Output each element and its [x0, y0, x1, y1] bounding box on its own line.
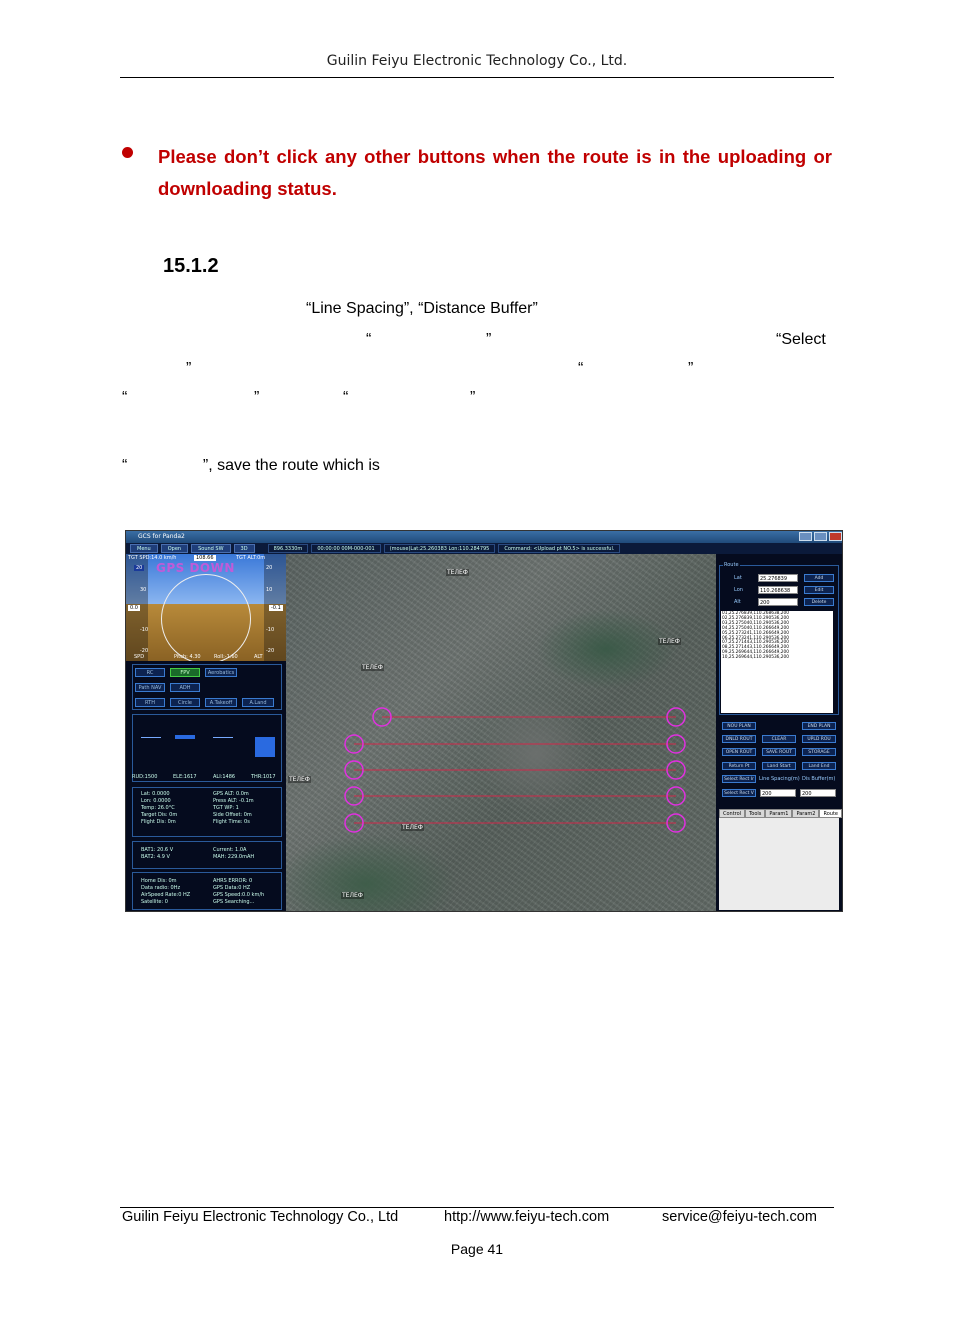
line-spacing-input[interactable]: 200	[760, 789, 796, 797]
quote-mark: “	[343, 389, 349, 406]
telemetry-block-1	[132, 787, 282, 837]
list-item[interactable]: 02,25.276839,110.290536,200	[722, 615, 789, 621]
bat1-readout: BAT1: 20.6 V	[141, 847, 174, 853]
target-dis-readout: Target Dis: 0m	[141, 812, 178, 818]
tab-control[interactable]: Control	[719, 809, 745, 818]
tab-param1[interactable]: Param1	[765, 809, 792, 818]
aileron-bar	[213, 737, 233, 738]
speed-tick: -20	[140, 648, 149, 654]
body-select-text: “Select	[776, 331, 826, 348]
heading-box: 108.66	[196, 555, 214, 561]
mode-aerobatics-button[interactable]: Aerobatics	[205, 668, 237, 677]
mode-fpv-button[interactable]: FPV	[170, 668, 200, 677]
add-waypoint-button[interactable]: Add	[804, 574, 834, 582]
lat-input[interactable]: 25.276839	[758, 574, 798, 582]
bat2-readout: BAT2: 4.9 V	[141, 854, 170, 860]
gps-searching-readout: GPS Searching...	[213, 899, 255, 905]
page-number: Page 41	[450, 1241, 504, 1257]
command-status: Command: <Upload pt NO.5> is successful.	[498, 544, 620, 553]
current-readout: Current: 1.0A	[213, 847, 247, 853]
map-label: ТЕЛЕФ	[362, 664, 383, 671]
flight-time-readout: Flight Time: 0s	[213, 819, 250, 825]
mah-readout: MAH: 229.0mAH	[213, 854, 255, 860]
alt-tick: -10	[266, 627, 275, 633]
maximize-icon[interactable]	[814, 532, 827, 541]
lon-label: Lon	[734, 587, 743, 593]
quote-mark: ”	[470, 389, 476, 406]
throttle-bar	[255, 737, 275, 757]
data-radio-readout: Data radio: 0Hz	[141, 885, 181, 891]
satellite-map[interactable]	[286, 554, 716, 912]
bullet-icon	[122, 147, 133, 158]
list-item[interactable]: 10,25.269644,110.290536,200	[722, 655, 789, 661]
throttle-value: THR:1017	[251, 774, 276, 780]
new-plan-button[interactable]: NOU PLAN	[722, 722, 756, 730]
map-label: ТЕЛЕФ	[342, 892, 363, 899]
land-start-button[interactable]: Land Start	[762, 762, 796, 770]
waypoint-list[interactable]	[721, 611, 833, 713]
tab-param2[interactable]: Param2	[792, 809, 819, 818]
home-dis-readout: Home Dis: 0m	[141, 878, 177, 884]
route-group	[719, 562, 839, 715]
map-label: ТЕЛЕФ	[402, 824, 423, 831]
gcs-menubar	[126, 543, 843, 554]
lon-input[interactable]: 110.268638	[758, 586, 798, 594]
line-spacing-label: Line Spacing(m)	[759, 776, 800, 782]
mode-adh-button[interactable]: ADH	[170, 683, 200, 692]
close-icon[interactable]	[829, 532, 842, 541]
mode-rc-button[interactable]: RC	[135, 668, 165, 677]
select-rect-h-button[interactable]: Select Rect Ir	[722, 775, 756, 783]
page-header: Guilin Feiyu Electronic Technology Co., Ltd.	[326, 53, 628, 69]
alt-tick: -20	[266, 648, 275, 654]
minimize-icon[interactable]	[799, 532, 812, 541]
battery-block	[132, 841, 282, 869]
list-item[interactable]: 07,25.271443,110.290536,200	[722, 640, 789, 646]
open-button[interactable]: Open	[161, 544, 188, 553]
temp-readout: Temp: 26.0°C	[141, 805, 175, 811]
target-speed: TGT SPD:14.0 km/h	[128, 555, 177, 561]
alt-label: Alt	[734, 599, 741, 605]
lat-readout: Lat: 0.0000	[141, 791, 170, 797]
distance-status: 896.3330m	[268, 544, 309, 553]
rudder-bar	[141, 737, 161, 738]
mode-rth-button[interactable]: RTH	[135, 698, 165, 707]
footer-email[interactable]: service@feiyu-tech.com	[662, 1209, 817, 1225]
menu-button[interactable]: Menu	[130, 544, 158, 553]
gcs-titlebar	[126, 531, 843, 543]
speed-tick: -10	[140, 627, 149, 633]
footer-company: Guilin Feiyu Electronic Technology Co., Ltd	[122, 1209, 399, 1225]
return-point-button[interactable]: Return Pt	[722, 762, 756, 770]
gcs-title: GCS for Panda2	[138, 533, 185, 540]
speed-tick: 30	[140, 587, 147, 593]
quote-mark: ”	[486, 331, 492, 348]
list-item[interactable]: 06,25.273241,110.290536,200	[722, 635, 789, 641]
sound-switch-button[interactable]: Sound SW	[191, 544, 230, 553]
compass-dial	[161, 574, 251, 661]
mode-auto-takeoff-button[interactable]: A.Takeoff	[205, 698, 237, 707]
edit-waypoint-button[interactable]: Edit	[804, 586, 834, 594]
delete-waypoint-button[interactable]: Delete	[804, 598, 834, 606]
stick-gauges	[132, 714, 282, 782]
side-offset-readout: Side Offset: 0m	[213, 812, 252, 818]
tab-route[interactable]: Route	[819, 809, 842, 818]
aileron-value: ALI:1486	[213, 774, 236, 780]
body-line-1: “Line Spacing”, “Distance Buffer”	[306, 300, 538, 317]
rudder-value: RUD:1500	[132, 774, 158, 780]
ahrs-error-readout: AHRS ERROR: 0	[213, 878, 253, 884]
footer-rule	[120, 1207, 834, 1208]
gps-down-warning: GPS DOWN	[156, 561, 235, 575]
route-overlay	[286, 554, 716, 912]
mode-circle-button[interactable]: Circle	[170, 698, 200, 707]
flight-mode-panel	[132, 664, 282, 710]
header-rule	[120, 77, 834, 78]
airspeed-rate-readout: AirSpeed Rate:0 HZ	[141, 892, 191, 898]
gps-data-readout: GPS Data:0 HZ	[213, 885, 251, 891]
lon-readout: Lon: 0.0000	[141, 798, 171, 804]
alt-input[interactable]: 200	[758, 598, 798, 606]
clear-route-button[interactable]: CLEAR	[762, 735, 796, 743]
panel-tabs	[719, 809, 842, 818]
route-panel	[716, 554, 843, 912]
lat-label: Lat	[734, 575, 742, 581]
tab-tools[interactable]: Tools	[745, 809, 765, 818]
list-item[interactable]: 04,25.275040,110.266649,200	[722, 625, 789, 631]
map-label: ТЕЛЕФ	[659, 638, 680, 645]
land-end-button[interactable]: Land End	[802, 762, 836, 770]
elevator-value: ELE:1617	[173, 774, 197, 780]
gps-speed-readout: GPS Speed:0.0 km/h	[213, 892, 265, 898]
altitude-value: -0.1	[271, 605, 281, 611]
alt-label: ALT	[254, 654, 263, 660]
dis-buffer-label: Dis Buffer(m)	[802, 776, 836, 782]
tgt-wp-readout: TGT WP: 1	[213, 805, 239, 811]
quote-mark: “	[366, 331, 372, 348]
list-item[interactable]: 01,25.276839,110.268638,200	[722, 611, 789, 616]
body-line-5: “ ”, save the route which is	[122, 457, 380, 474]
dis-buffer-input[interactable]: 200	[800, 789, 836, 797]
section-number: 15.1.2	[163, 255, 219, 277]
quote-mark: ”	[254, 389, 260, 406]
list-item[interactable]: 08,25.271443,110.266649,200	[722, 645, 789, 651]
list-item[interactable]: 05,25.273241,110.266649,200	[722, 630, 789, 636]
quote-mark: “	[122, 389, 128, 406]
elevator-bar	[175, 735, 195, 739]
satellite-readout: Satellite: 0	[141, 899, 168, 905]
map-label: ТЕЛЕФ	[447, 569, 468, 576]
3d-button[interactable]: 3D	[234, 544, 255, 553]
quote-mark: ”	[688, 360, 694, 377]
speed-value: 0.0	[130, 605, 138, 611]
footer-url[interactable]: http://www.feiyu-tech.com	[444, 1209, 610, 1225]
quote-mark: “	[578, 360, 584, 377]
target-altitude: TGT ALT:0m	[236, 555, 266, 561]
mode-path-nav-button[interactable]: Path NAV	[135, 683, 165, 692]
upload-route-button[interactable]: UPLD ROU	[802, 735, 836, 743]
tab-body	[719, 818, 839, 910]
gps-alt-readout: GPS ALT: 0.0m	[213, 791, 249, 797]
route-group-title: Route	[724, 562, 739, 568]
storage-button[interactable]: STORAGE	[802, 748, 836, 756]
roll-readout: Roll:-1.60	[214, 654, 238, 660]
gcs-screenshot	[125, 530, 843, 912]
spd-label: SPD	[134, 654, 145, 660]
mode-auto-land-button[interactable]: A.Land	[242, 698, 274, 707]
alt-tick: 10	[266, 587, 273, 593]
quote-mark: ”	[186, 360, 192, 377]
pitch-readout: Pitch: 4.30	[174, 654, 201, 660]
flight-panel	[126, 554, 286, 912]
time-status: 00:00:00 00M-000-001	[311, 544, 380, 553]
press-alt-readout: Press ALT: -0.1m	[213, 798, 254, 804]
end-plan-button[interactable]: END PLAN	[802, 722, 836, 730]
alt-tick: 20	[266, 565, 273, 571]
warning-text: Please don’t click any other buttons when the route is in the uploading or downloading status.	[158, 146, 832, 199]
telemetry-block-3	[132, 872, 282, 910]
open-route-button[interactable]: OPEN ROUT	[722, 748, 756, 756]
save-route-button[interactable]: SAVE ROUT	[762, 748, 796, 756]
select-rect-v-button[interactable]: Select Rect V	[722, 789, 756, 797]
download-route-button[interactable]: DNLD ROUT	[722, 735, 756, 743]
map-label: ТЕЛЕФ	[289, 776, 310, 783]
attitude-indicator	[126, 554, 286, 661]
speed-box: 20	[136, 565, 143, 571]
flight-dis-readout: Flight Dis: 0m	[141, 819, 176, 825]
list-item[interactable]: 09,25.269644,110.266649,200	[722, 650, 789, 656]
mouse-coord-status: (mouse)Lat:25.260383 Lon:110.284795	[384, 544, 496, 553]
list-item[interactable]: 03,25.275040,110.290536,200	[722, 620, 789, 626]
